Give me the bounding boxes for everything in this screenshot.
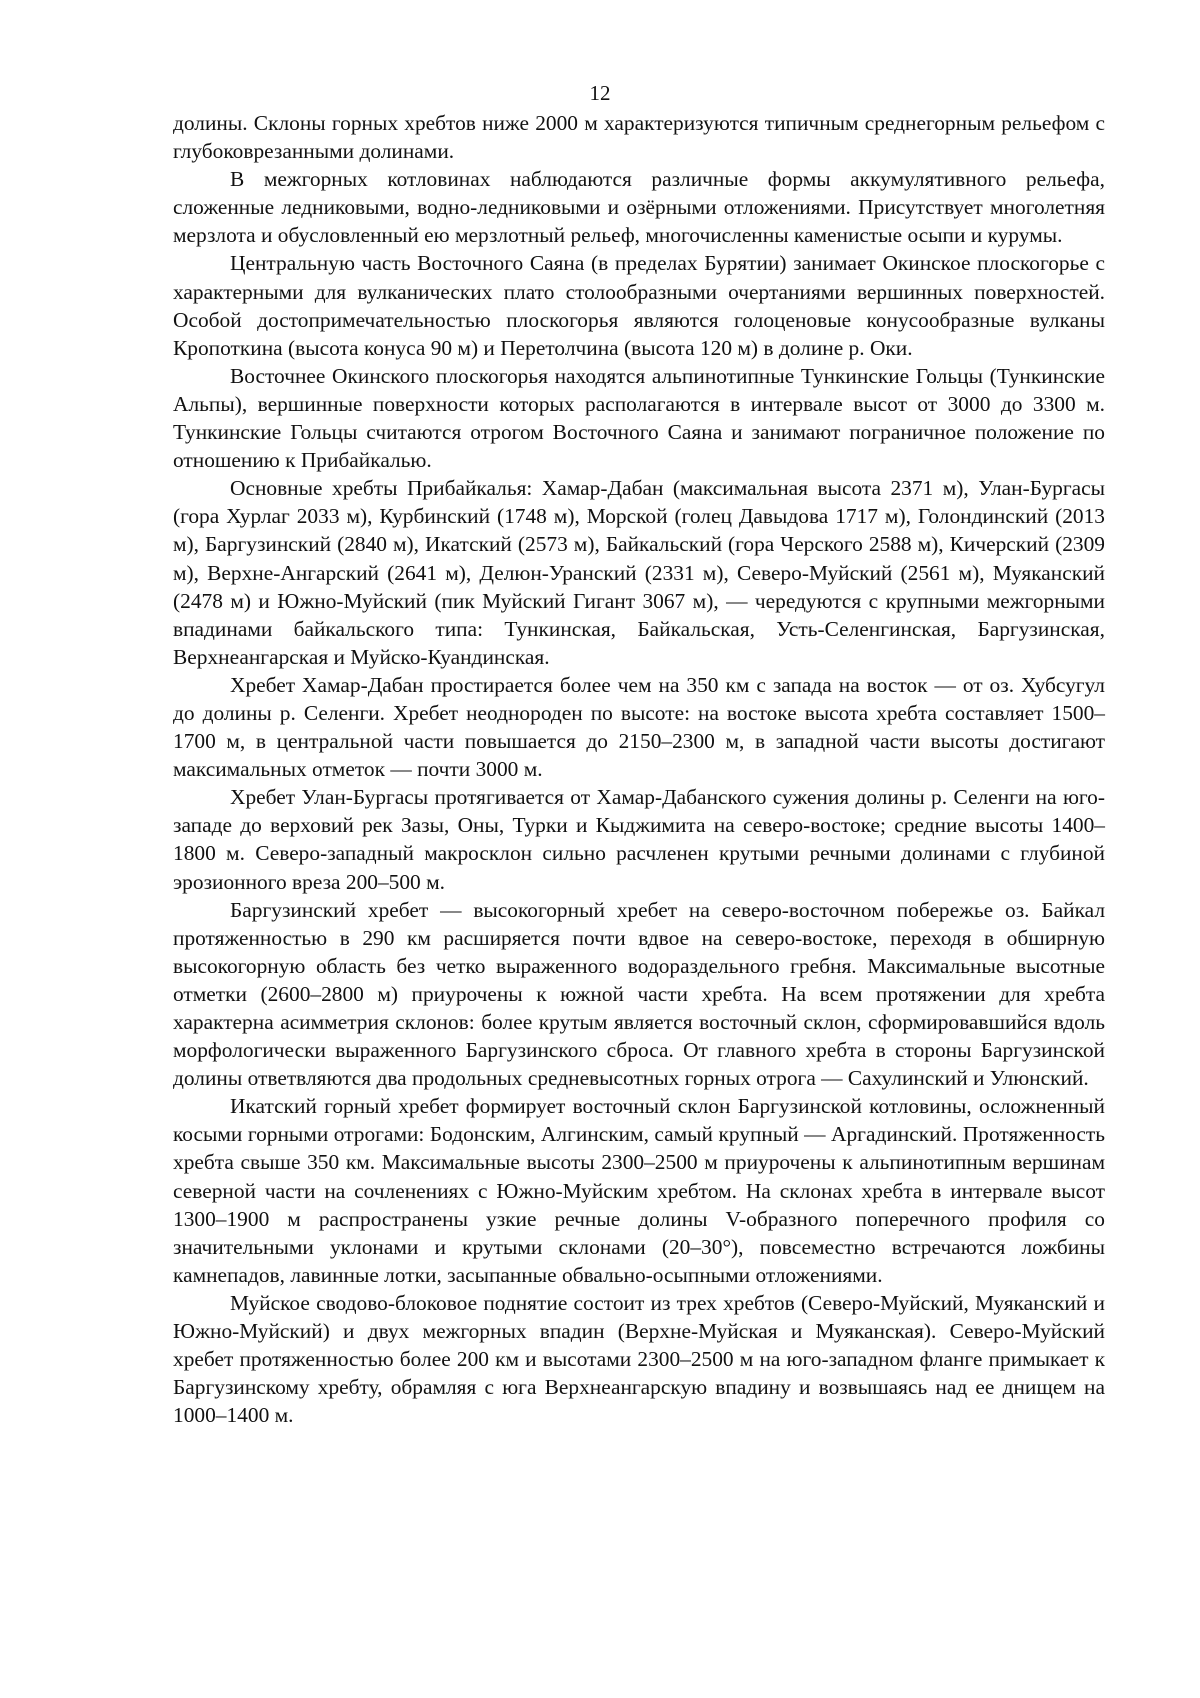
- paragraph-continuation: долины. Склоны горных хребтов ниже 2000 м характеризуются типичным среднегорным рельефом с глубоковрезанными долинами.: [173, 111, 1105, 164]
- paragraph-muya-uplift: Муйское сводово-блоковое поднятие состоит из трех хребтов (Северо-Муйский, Муяканский и Южно-Муйский) и двух межгорных впадин (Верхне-Муйская и Муяканская). Северо-Муйский хребет протяженностью более 200 км и высотами 2300–2500 м на юго-западном фланге примыкает к Баргузинскому хребту, обрамляя с юга Верхнеангарскую впадину и возвышаясь над ее днищем на 1000–1400 м.: [173, 1290, 1105, 1428]
- page-body-text: [173, 109, 1105, 1429]
- paragraph-intermontane-basins: В межгорных котловинах наблюдаются различные формы аккумулятивного рельефа, сложенные ледниковыми, водно-ледниковыми и озёрными отложениями. Присутствует многолетняя мерзлота и обусловленный ею мерзлотный рельеф, многочисленны каменистые осыпи и курумы.: [173, 167, 1105, 248]
- paragraph-tunka-goltsy: Восточнее Окинского плоскогорья находятся альпинотипные Тункинские Гольцы (Тункинские Альпы), вершинные поверхности которых располагаются в интервале высот от 3000 до 3300 м. Тункинские Гольцы считаются отрогом Восточного Саяна и занимают пограничное положение по отношению к Прибайкалью.: [173, 363, 1105, 473]
- paragraph-khamar-daban: Хребет Хамар-Дабан простирается более чем на 350 км с запада на восток — от оз. Хубсугул до долины р. Селенги. Хребет неоднороден по высоте: на востоке высота хребта составляет 1500–1700 м, в центральной части повышается до 2150–2300 м, в западной части высоты достигают максимальных отметок — почти 3000 м.: [173, 672, 1105, 782]
- page-number: 12: [589, 81, 611, 105]
- paragraph-ikat-range: Икатский горный хребет формирует восточный склон Баргузинской котловины, осложненный косыми горными отрогами: Бодонским, Алгинским, самый крупный — Аргадинский. Протяженность хребта свыше 350 км. Максимальные высоты 2300–2500 м приурочены к альпинотипным вершинам северной части на сочленениях с Южно-Муйским хребтом. На склонах хребта в интервале высот 1300–1900 м распространены узкие речные долины V-образного поперечного профиля со значительными уклонами и крутыми склонами (20–30°), повсеместно встречаются ложбины камнепадов, лавинные лотки, засыпанные обвально-осыпными отложениями.: [173, 1094, 1105, 1287]
- paragraph-barguzin-range: Баргузинский хребет — высокогорный хребет на северо-восточном побережье оз. Байкал протяженностью в 290 км расширяется почти вдвое на северо-востоке, переходя в обширную высокогорную область без четко выраженного водораздельного гребня. Максимальные высотные отметки (2600–2800 м) приурочены к южной части хребта. На всем протяжении для хребта характерна асимметрия склонов: более крутым является восточный склон, сформировавшийся вдоль морфологически выраженного Баргузинского сброса. От главного хребта в стороны Баргузинской долины ответвляются два продольных средневысотных горных отрога — Сахулинский и Улюнский.: [173, 897, 1105, 1091]
- paragraph-oka-plateau: Центральную часть Восточного Саяна (в пределах Бурятии) занимает Окинское плоскогорье с характерными для вулканических плато столообразными очертаниями вершинных поверхностей. Особой достопримечательностью плоскогорья являются голоценовые конусообразные вулканы Кропоткина (высота конуса 90 м) и Перетолчина (высота 120 м) в долине р. Оки.: [173, 251, 1105, 360]
- paragraph-ulan-burgasy: Хребет Улан-Бургасы протягивается от Хамар-Дабанского сужения долины р. Селенги на юго-западе до верховий рек Зазы, Оны, Турки и Кыджимита на северо-востоке; средние высоты 1400–1800 м. Северо-западный макросклон сильно расчленен крутыми речными долинами с глубиной эрозионного вреза 200–500 м.: [173, 785, 1105, 894]
- paragraph-main-ranges: Основные хребты Прибайкалья: Хамар-Дабан (максимальная высота 2371 м), Улан-Бургасы (гора Хурлаг 2033 м), Курбинский (1748 м), Морской (голец Давыдова 1717 м), Голондинский (2013 м), Баргузинский (2840 м), Икатский (2573 м), Байкальский (гора Черского 2588 м), Кичерский (2309 м), Верхне-Ангарский (2641 м), Делюн-Уранский (2331 м), Северо-Муйский (2561 м), Муяканский (2478 м) и Южно-Муйский (пик Муйский Гигант 3067 м), — чередуются с крупными межгорными впадинами байкальского типа: Тункинская, Байкальская, Усть-Селенгинская, Баргузинская, Верхнеангарская и Муйско-Куандинская.: [173, 476, 1105, 669]
